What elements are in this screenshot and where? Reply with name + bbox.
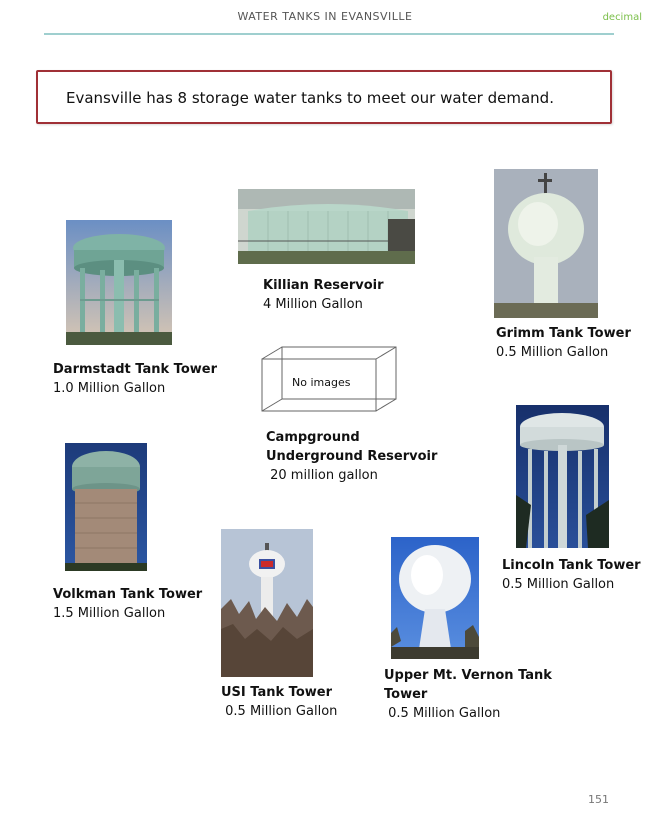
darmstadt-capacity: 1.0 Million Gallon: [53, 381, 166, 396]
header-title: WATER TANKS IN EVANSVILLE: [237, 10, 413, 23]
volkman-tank-photo: [65, 443, 147, 571]
lincoln-label: [502, 556, 641, 594]
darmstadt-name: Darmstadt Tank Tower: [53, 362, 217, 377]
campground-name-line1: Campground: [266, 430, 360, 445]
lincoln-capacity: 0.5 Million Gallon: [502, 577, 615, 592]
usi-tank-photo: [221, 529, 313, 677]
campground-capacity: 20 million gallon: [266, 468, 378, 483]
usi-label: [221, 683, 337, 721]
upper-mt-vernon-name-line1: Upper Mt. Vernon Tank: [384, 668, 552, 683]
upper-mt-vernon-capacity: 0.5 Million Gallon: [384, 706, 501, 721]
usi-capacity: 0.5 Million Gallon: [221, 704, 338, 719]
campground-label: [266, 428, 437, 485]
killian-capacity: 4 Million Gallon: [263, 297, 363, 312]
upper-mt-vernon-tank-photo: [391, 537, 479, 659]
callout-text: Evansville has 8 storage water tanks to meet our water demand.: [66, 89, 554, 107]
upper-mt-vernon-name-line2: Tower: [384, 687, 428, 702]
upper-mt-vernon-label: [384, 666, 552, 723]
darmstadt-tank-photo: [66, 220, 172, 345]
summary-callout: [36, 70, 612, 124]
killian-label: [263, 276, 384, 314]
grimm-tank-photo: [494, 169, 598, 318]
no-images-label: No images: [292, 376, 351, 389]
campground-name-line2: Underground Reservoir: [266, 449, 438, 464]
usi-name: USI Tank Tower: [221, 685, 332, 700]
page-number: 151: [588, 793, 609, 806]
grimm-name: Grimm Tank Tower: [496, 326, 631, 341]
header-tag: decimal: [602, 12, 642, 23]
lincoln-name: Lincoln Tank Tower: [502, 558, 641, 573]
header-divider: [44, 33, 614, 35]
volkman-name: Volkman Tank Tower: [53, 587, 203, 602]
lincoln-tank-photo: [516, 405, 609, 548]
darmstadt-label: [53, 360, 217, 398]
killian-name: Killian Reservoir: [263, 278, 384, 293]
volkman-capacity: 1.5 Million Gallon: [53, 606, 166, 621]
grimm-capacity: 0.5 Million Gallon: [496, 345, 609, 360]
grimm-label: [496, 324, 631, 362]
killian-reservoir-photo: [238, 189, 415, 264]
volkman-label: [53, 585, 202, 623]
